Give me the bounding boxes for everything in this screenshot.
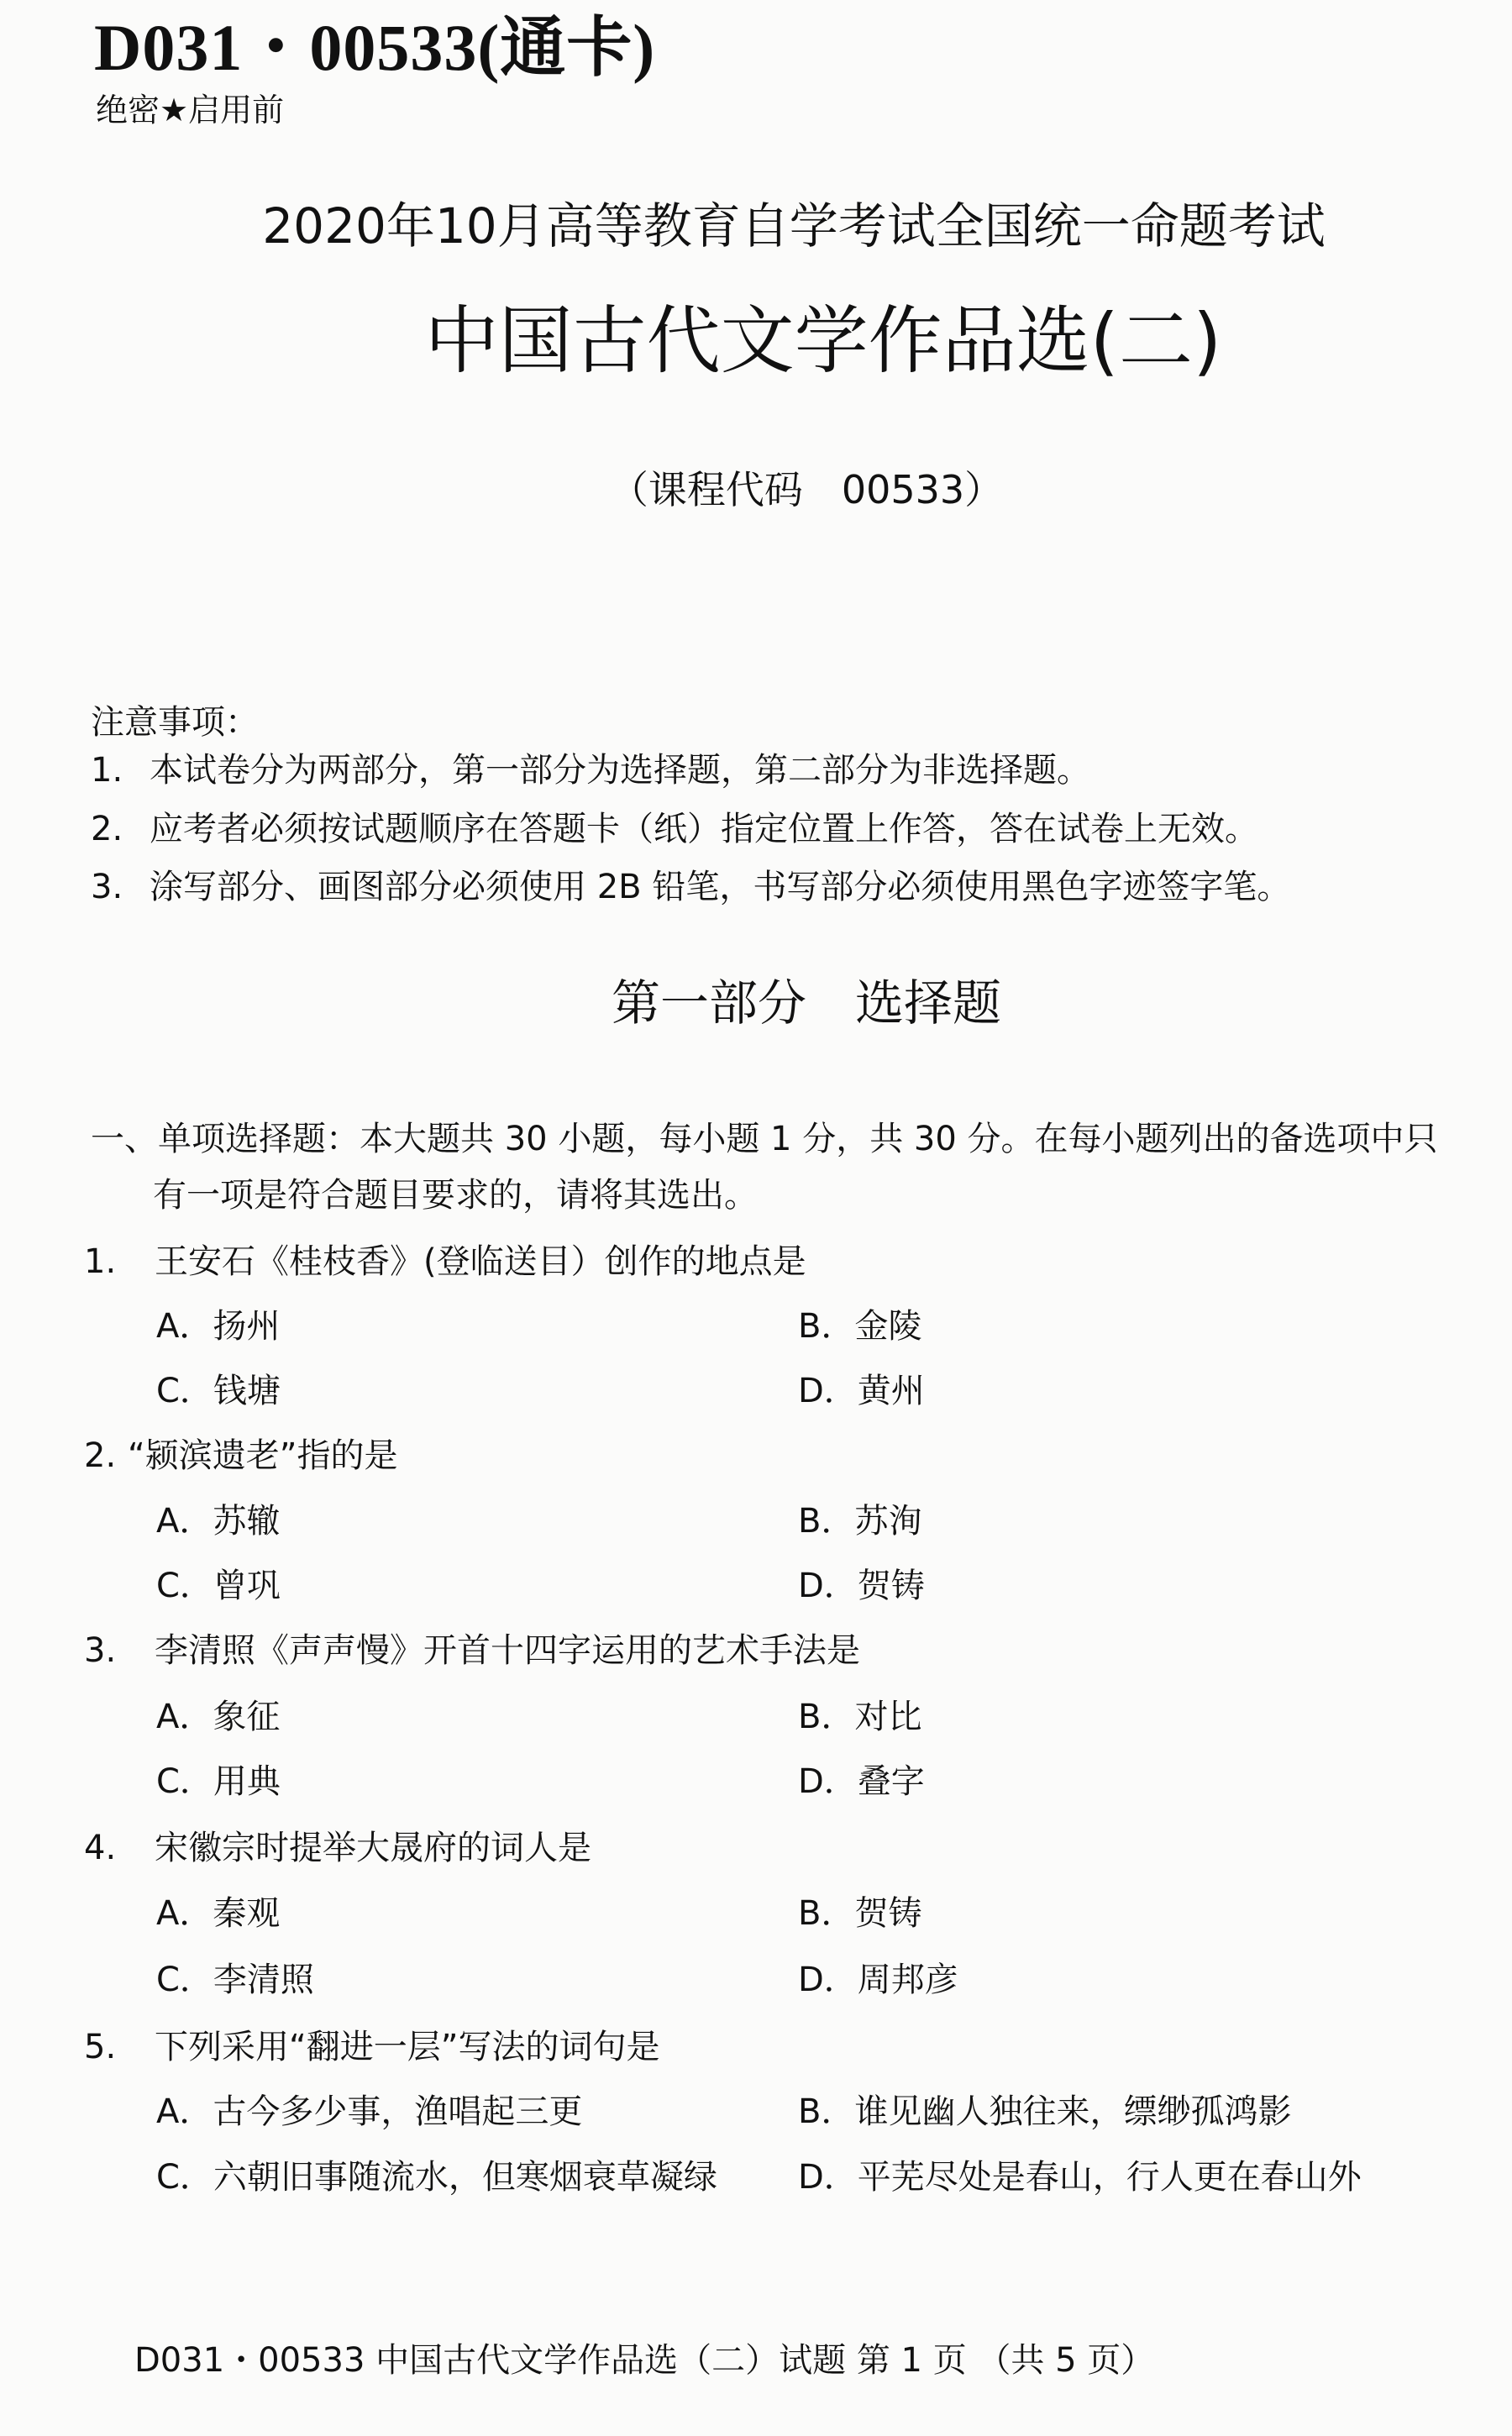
question-number: 4. xyxy=(84,1829,117,1867)
option-c: C．曾巩 xyxy=(156,1567,281,1605)
option-d: D．黄州 xyxy=(798,1372,925,1410)
question-text: 李清照《声声慢》开首十四字运用的艺术手法是 xyxy=(155,1631,860,1670)
question-stem xyxy=(84,1436,398,1475)
option-d: D．周邦彦 xyxy=(798,1961,958,1999)
notice-text: 本试卷分为两部分，第一部分为选择题，第二部分为非选择题。 xyxy=(150,751,1090,790)
page-footer: D031・00533 中国古代文学作品选（二）试题 第 1 页 （共 5 页） xyxy=(134,2341,1155,2380)
option-d: D．贺铸 xyxy=(798,1567,925,1605)
notices-title: 注意事项： xyxy=(91,703,259,742)
question-number: 2. xyxy=(84,1436,117,1475)
option-c: C．李清照 xyxy=(156,1961,314,1999)
question-stem xyxy=(84,2030,659,2064)
notice-item xyxy=(91,751,1090,790)
option-a: A．象征 xyxy=(156,1698,281,1736)
section-heading-continued: 有一项是符合题目要求的，请将其选出。 xyxy=(153,1176,758,1215)
notice-item xyxy=(91,870,1290,904)
course-title: 中国古代文学作品选(二) xyxy=(424,297,1222,384)
question-stem xyxy=(84,1631,860,1670)
notice-text: 应考者必须按试题顺序在答题卡（纸）指定位置上作答，答在试卷上无效。 xyxy=(150,810,1258,848)
question-number: 1. xyxy=(84,1242,117,1281)
question-text: “颍滨遗老”指的是 xyxy=(128,1436,398,1475)
exam-title: 2020年10月高等教育自学考试全国统一命题考试 xyxy=(262,197,1326,255)
question-text: 下列采用“翻进一层”写法的词句是 xyxy=(155,2028,660,2066)
question-stem xyxy=(84,1242,806,1281)
notice-number: 1. xyxy=(91,751,123,790)
option-c: C．钱塘 xyxy=(156,1372,281,1410)
question-number: 3. xyxy=(84,1631,117,1670)
secrecy-label: 绝密★启用前 xyxy=(96,92,285,129)
notice-item xyxy=(91,812,1258,846)
section-heading: 一、单项选择题：本大题共 30 小题，每小题 1 分，共 30 分。在每小题列出的备选项中只 xyxy=(91,1120,1438,1158)
option-a: A．秦观 xyxy=(156,1894,281,1933)
option-d: D．叠字 xyxy=(798,1762,925,1801)
option-a: A．苏辙 xyxy=(156,1502,281,1541)
option-b: B．苏洵 xyxy=(798,1502,922,1541)
question-number: 5. xyxy=(84,2028,117,2066)
option-c: C．六朝旧事随流水，但寒烟衰草凝绿 xyxy=(156,2158,717,2197)
option-b: B．谁见幽人独往来，缥缈孤鸿影 xyxy=(798,2092,1292,2131)
notice-text: 涂写部分、画图部分必须使用 2B 铅笔，书写部分必须使用黑色字迹签字笔。 xyxy=(150,868,1291,906)
question-text: 王安石《桂枝香》(登临送目）创作的地点是 xyxy=(155,1242,806,1281)
option-b: B．贺铸 xyxy=(798,1894,922,1933)
notice-number: 3. xyxy=(91,868,123,906)
option-a: A．古今多少事，渔唱起三更 xyxy=(156,2092,583,2131)
part-title: 第一部分 选择题 xyxy=(611,974,1001,1032)
option-a: A．扬州 xyxy=(156,1307,281,1346)
option-d: D．平芜尽处是春山，行人更在春山外 xyxy=(798,2158,1362,2197)
option-b: B．对比 xyxy=(798,1698,922,1736)
paper-code: D031・00533(通卡) xyxy=(94,11,656,84)
course-code: （课程代码 00533） xyxy=(609,467,1004,512)
question-stem xyxy=(84,1831,591,1865)
option-b: B．金陵 xyxy=(798,1307,922,1346)
notice-number: 2. xyxy=(91,810,123,848)
question-text: 宋徽宗时提举大晟府的词人是 xyxy=(155,1829,591,1867)
option-c: C．用典 xyxy=(156,1762,281,1801)
